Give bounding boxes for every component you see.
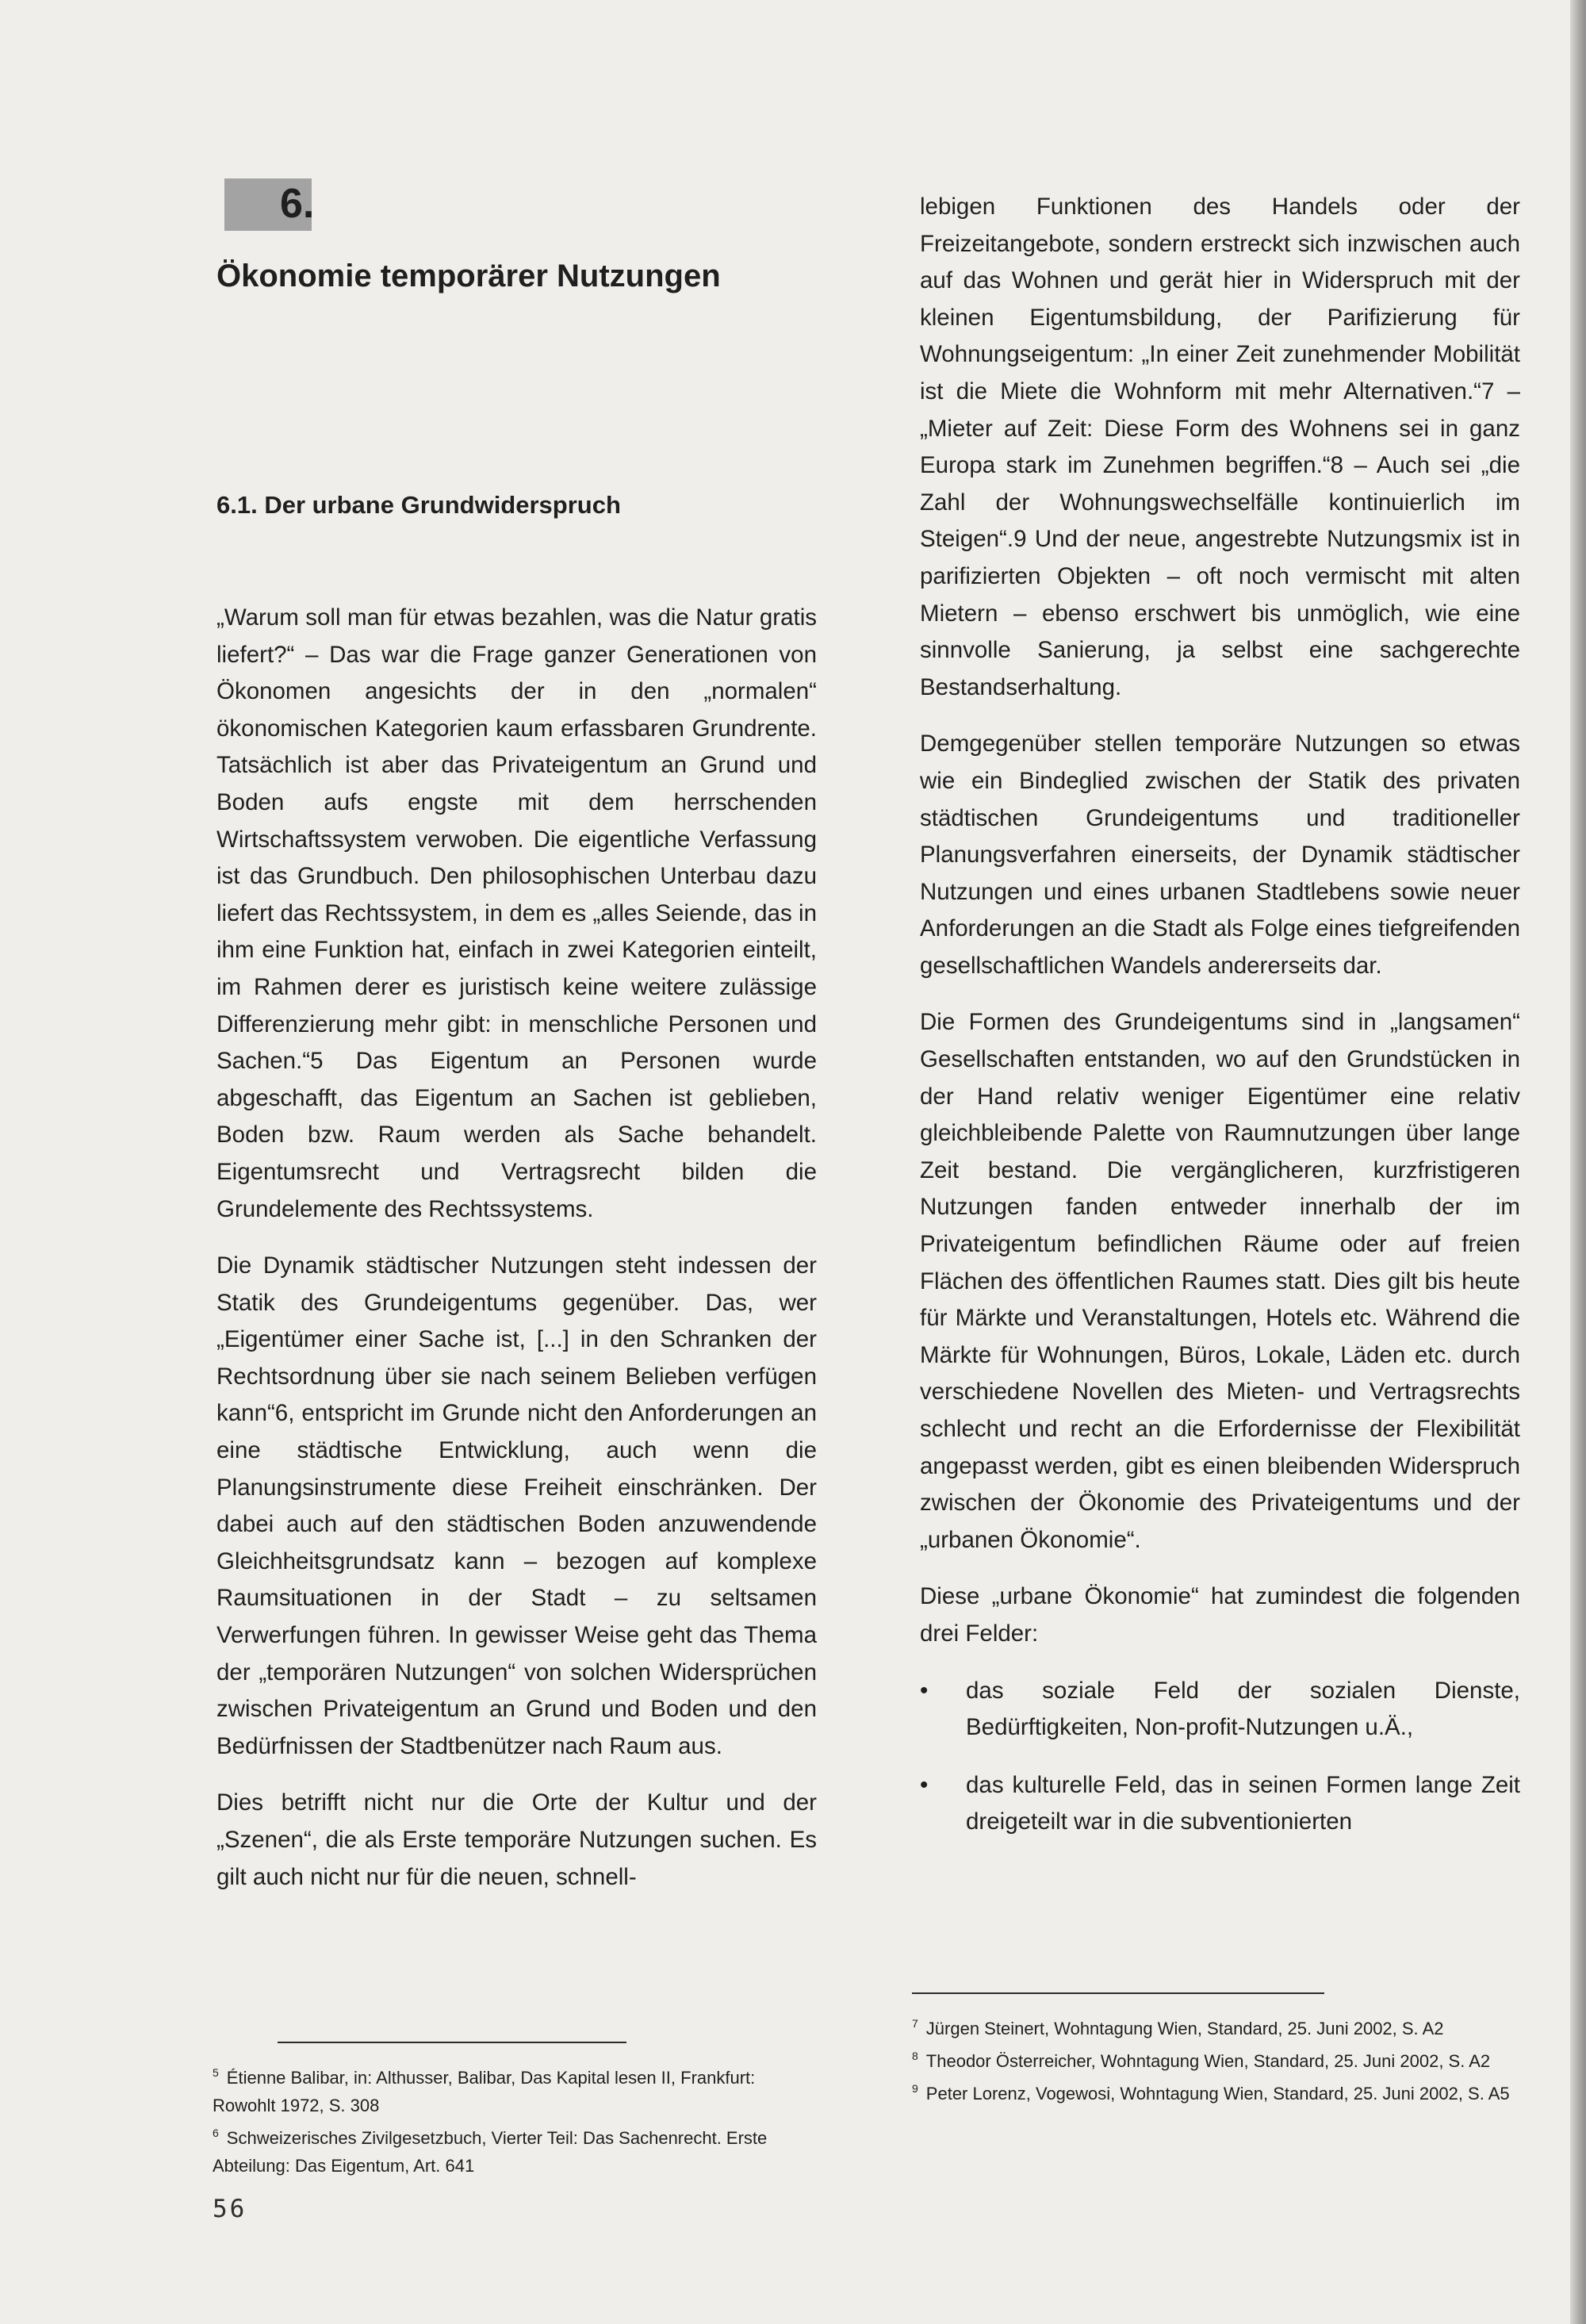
section-title: 6.1. Der urbane Grundwiderspruch (216, 491, 621, 519)
page-edge (1570, 0, 1586, 2324)
list-item-text: das kulturelle Feld, das in seinen Formen lange Zeit dreigeteilt war in die subventionierten (966, 1771, 1520, 1835)
right-column (920, 189, 1520, 1862)
bullet-icon: • (920, 1771, 929, 1798)
footnote-divider-left (278, 2042, 626, 2043)
footnote (912, 2010, 1515, 2042)
chapter-title: Ökonomie temporärer Nutzungen (216, 259, 721, 293)
list-item (920, 1673, 1520, 1747)
chapter-number: 6. (280, 181, 315, 227)
footnote-text: Étienne Balibar, in: Althusser, Balibar, Das Kapital lesen II, Frankfurt: Rowohlt 1972, S. 308 (213, 2068, 756, 2115)
field-list (920, 1673, 1520, 1841)
paragraph: Diese „urbane Ökonomie“ hat zumindest die folgenden drei Felder: (920, 1583, 1520, 1647)
footnotes-right (912, 2010, 1515, 2107)
paragraph: Demgegenüber stellen temporäre Nutzungen so etwas wie ein Bindeglied zwischen der Statik des privaten städtischen Grundeigentums und traditioneller Planungsverfahren einerseits, der Dynamik städtischer Nutzungen und eines urbanen Stadtlebens sowie neuer Anforderungen an die Stadt als Folge eines tiefgreifenden gesellschaftlichen Wandels andererseits dar. (920, 731, 1520, 979)
footnote-mark: 7 (912, 2017, 918, 2030)
paragraph: Die Formen des Grundeigentums sind in „langsamen“ Gesellschaften entstanden, wo auf den Grundstücken in der Hand relativ weniger Eigentümer eine relativ gleichbleibende Palette von Raumnutzungen über lange Zeit bestand. Die vergänglicheren, kurzfristigeren Nutzungen fanden entweder innerhalb der im Privateigentum befindlichen Räume oder auf freien Flächen des öffentlichen Raumes statt. Dies gilt bis heute für Märkte und Veranstaltungen, Hotels etc. Während die Märkte für Wohnungen, Büros, Lokale, Läden etc. durch verschiedene Novellen des Mieten- und Vertragsrechts schlecht und recht an die Erfordernisse der Flexibilität angepasst werden, gibt es einen bleibenden Widerspruch zwischen der Ökonomie des Privateigentums und der „urbanen Ökonomie“. (920, 1009, 1520, 1553)
list-item (920, 1767, 1520, 1841)
footnote-mark: 9 (912, 2082, 918, 2095)
footnote-text: Peter Lorenz, Vogewosi, Wohntagung Wien, Standard, 25. Juni 2002, S. A5 (925, 2084, 1510, 2103)
footnote-text: Theodor Österreicher, Wohntagung Wien, Standard, 25. Juni 2002, S. A2 (925, 2051, 1491, 2071)
page-number: 56 (213, 2195, 247, 2223)
footnote-divider-right (912, 1992, 1324, 1994)
paragraph: „Warum soll man für etwas bezahlen, was die Natur gratis liefert?“ – Das war die Frage ganzer Generationen von Ökonomen angesichts der in den „normalen“ ökonomischen Kategorien kaum erfassbaren Grundrente. Tatsächlich ist aber das Privateigentum an Grund und Boden aufs engste mit dem herrschenden Wirtschaftssystem verwoben. Die eigentliche Verfassung ist das Grundbuch. Den philosophischen Unterbau dazu liefert das Rechtssystem, in dem es „alles Seiende, das in ihm eine Funktion hat, einfach in zwei Kategorien einteilt, im Rahmen derer es juristisch keine weitere zulässige Differenzierung mehr gibt: in menschliche Personen und Sachen.“5 Das Eigentum an Personen wurde abgeschafft, das Eigentum an Sachen ist geblieben, Boden bzw. Raum werden als Sache behandelt. Eigentumsrecht und Vertragsrecht bilden die Grundelemente des Rechtssystems. (216, 604, 817, 1222)
footnote-mark: 5 (213, 2066, 219, 2079)
footnote (912, 2042, 1515, 2075)
footnote (213, 2059, 799, 2119)
footnotes-left (213, 2059, 799, 2180)
footnote (213, 2119, 799, 2180)
footnote (912, 2075, 1515, 2107)
bullet-icon: • (920, 1677, 929, 1704)
paragraph: Die Dynamik städtischer Nutzungen steht indessen der Statik des Grundeigentums gegenüber. Das, wer „Eigentümer einer Sache ist, [...] in den Schranken der Rechtsordnung über sie nach seinem Belieben verfügen kann“6, entspricht im Grunde nicht den Anforderungen an eine städtische Entwicklung, auch wenn die Planungsinstrumente diese Freiheit einschränken. Der dabei auch auf den städtischen Boden anzuwendende Gleichheitsgrundsatz kann – bezogen auf komplexe Raumsituationen in der Stadt – zu seltsamen Verwerfungen führen. In gewisser Weise geht das Thema der „temporären Nutzungen“ von solchen Widersprüchen zwischen Privateigentum an Grund und Boden und den Bedürfnissen der Stadtbenützer nach Raum aus. (216, 1252, 817, 1759)
footnote-text: Jürgen Steinert, Wohntagung Wien, Standard, 25. Juni 2002, S. A2 (925, 2019, 1444, 2038)
list-item-text: das soziale Feld der sozialen Dienste, Bedürftigkeiten, Non-profit-Nutzungen u.Ä., (966, 1677, 1520, 1741)
footnote-mark: 6 (213, 2126, 219, 2139)
footnote-text: Schweizerisches Zivilgesetzbuch, Vierter Teil: Das Sachenrecht. Erste Abteilung: Das Eigentum, Art. 641 (213, 2128, 768, 2176)
footnote-mark: 8 (912, 2050, 918, 2062)
left-column (216, 600, 817, 1916)
paragraph: lebigen Funktionen des Handels oder der Freizeitangebote, sondern erstreckt sich inzwischen auch auf das Wohnen und gerät hier in Widerspruch mit der kleinen Eigentumsbildung, der Parifizierung für Wohnungseigentum: „In einer Zeit zunehmender Mobilität ist die Miete die Wohnform mit mehr Alternativen.“7 – „Mieter auf Zeit: Diese Form des Wohnens sei in ganz Europa stark im Zunehmen begriffen.“8 – Auch sei „die Zahl der Wohnungswechselfälle kontinuierlich im Steigen“.9 Und der neue, angestrebte Nutzungsmix ist in parifizierten Objekten – oft noch vermischt mit alten Mietern – ebenso erschwert bis unmöglich, wie eine sinnvolle Sanierung, ja selbst eine sachgerechte Bestandserhaltung. (920, 194, 1520, 700)
paragraph: Dies betrifft nicht nur die Orte der Kultur und der „Szenen“, die als Erste temporäre Nutzungen suchen. Es gilt auch nicht nur für die neuen, schnell- (216, 1789, 817, 1890)
